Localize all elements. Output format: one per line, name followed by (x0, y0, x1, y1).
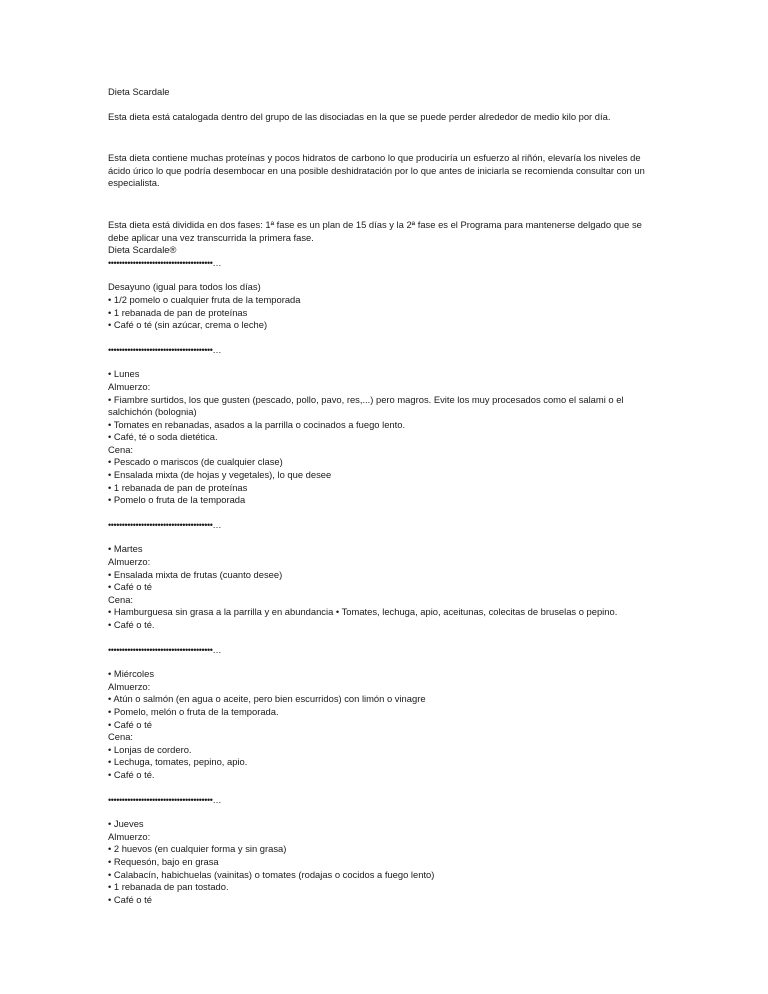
breakfast-heading: Desayuno (igual para todos los días) (108, 281, 261, 293)
list-item: • 1 rebanada de pan de proteínas (108, 306, 248, 318)
day-heading-jueves: • Jueves (108, 818, 144, 830)
day-heading-lunes: • Lunes (108, 368, 140, 380)
document-title: Dieta Scardale (108, 86, 170, 97)
separator: ••••••••••••••••••••••••••••••••••••••… (108, 794, 222, 805)
separator: ••••••••••••••••••••••••••••••••••••••… (108, 257, 222, 268)
list-item: • Requesón, bajo en grasa (108, 855, 219, 867)
lunch-label: Almuerzo: (108, 680, 151, 692)
dinner-label: Cena: (108, 443, 134, 455)
separator: ••••••••••••••••••••••••••••••••••••••… (108, 519, 222, 530)
list-item: • Lechuga, tomates, pepino, apio. (108, 756, 248, 768)
day-heading-martes: • Martes (108, 543, 143, 555)
intro-paragraph: Esta dieta está catalogada dentro del grupo de las disociadas en la que se puede perder alrededor de medio kilo por día. (108, 110, 611, 122)
list-item: • Café o té (sin azúcar, crema o leche) (108, 319, 268, 331)
list-item: • Lonjas de cordero. (108, 743, 192, 755)
list-item: • Café o té. (108, 768, 155, 780)
list-item: • Pomelo o fruta de la temporada (108, 494, 246, 506)
document-page (108, 86, 653, 906)
list-item: • Tomates en rebanadas, asados a la parrilla o cocinados a fuego lento. (108, 418, 406, 430)
subtitle: Dieta Scardale® (108, 244, 177, 256)
list-item: • 1 rebanada de pan tostado. (108, 881, 229, 893)
lunch-label: Almuerzo: (108, 380, 151, 392)
list-item: • Pescado o mariscos (de cualquier clase) (108, 456, 283, 468)
phases-paragraph: Esta dieta está dividida en dos fases: 1ª fase es un plan de 15 días y la 2ª fase es el Programa para mantenerse delgado que se debe aplicar una vez transcurrida la primera fase. (108, 218, 642, 243)
list-item: • Café, té o soda dietética. (108, 431, 218, 443)
list-item: • 1/2 pomelo o cualquier fruta de la temporada (108, 293, 301, 305)
separator: ••••••••••••••••••••••••••••••••••••••… (108, 344, 222, 355)
list-item: • Ensalada mixta (de hojas y vegetales), lo que desee (108, 469, 332, 481)
list-item: • 1 rebanada de pan de proteínas (108, 481, 248, 493)
list-item: • Café o té (108, 581, 152, 593)
dinner-label: Cena: (108, 593, 134, 605)
list-item: • Ensalada mixta de frutas (cuanto desee) (108, 568, 283, 580)
lunch-label: Almuerzo: (108, 556, 151, 568)
lunch-label: Almuerzo: (108, 830, 151, 842)
warning-paragraph: Esta dieta contiene muchas proteínas y pocos hidratos de carbono lo que produciría un esfuerzo al riñón, elevaría los niveles de ácido úrico lo que podría desembocar en una posible deshidratación por lo que antes de iniciarla se recomienda consultar con un especialista. (108, 152, 645, 189)
list-item: • Atún o salmón (en agua o aceite, pero bien escurridos) con limón o vinagre (108, 693, 426, 705)
dinner-label: Cena: (108, 731, 134, 743)
list-item: • Calabacín, habichuelas (vainitas) o tomates (rodajas o cocidos a fuego lento) (108, 868, 435, 880)
list-item: • Café o té. (108, 619, 155, 630)
list-item: • Hamburguesa sin grasa a la parrilla y en abundancia • Tomates, lechuga, apio, aceitunas, colecitas de bruselas o pepino. (108, 606, 618, 618)
list-item: • Pomelo, melón o fruta de la temporada. (108, 705, 279, 717)
list-item: • 2 huevos (en cualquier forma y sin grasa) (108, 843, 287, 855)
list-item: • Café o té (108, 718, 152, 730)
separator: ••••••••••••••••••••••••••••••••••••••… (108, 644, 222, 655)
day-heading-miercoles: • Miércoles (108, 668, 155, 680)
list-item: • Fiambre surtidos, los que gusten (pescado, pollo, pavo, res,...) pero magros. Evite los muy procesados como el salami o el salchichón (bolognia) (108, 393, 624, 418)
list-item: • Café o té (108, 893, 152, 905)
